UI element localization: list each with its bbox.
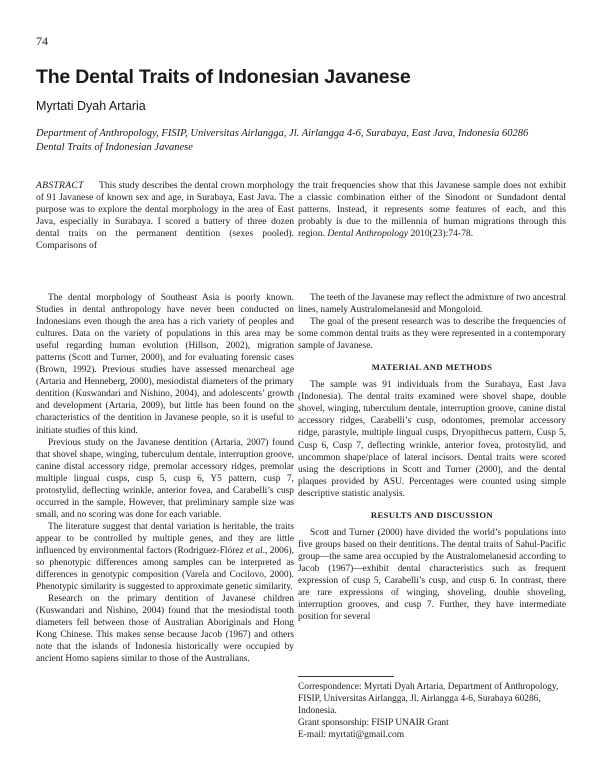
paragraph: The goal of the present research was to describe the frequencies of some common dental traits as they were represented in a contemporary sample of Javanese. [298, 317, 566, 352]
section-heading-methods: MATERIAL AND METHODS [371, 362, 493, 373]
abstract-text-right: the trait frequencies show that this Javanese sample does not exhibit a classic combination either of the Sinodont or Sundadont dental patterns. Instead, it represents some features of each, and this probably is due to the millennia of human migrations through this region. [298, 180, 566, 240]
abstract-right [298, 180, 566, 240]
correspondence-footnote [298, 681, 566, 741]
article-title: The Dental Traits of Indonesian Javanese [36, 66, 411, 88]
footnote-divider [298, 676, 394, 677]
paragraph: The sample was 91 individuals from the Surabaya, East Java (Indonesia). The dental traits examined were shovel shape, double shovel, winging, tuberculum dentale, interruption groove, canine distal accessory ridges, Carabelli’s cusp, odontomes, premolar accessory ridge, parastyle, multiple lingual cusps, Dryopithecus pattern, Cusp 5, Cusp 6, Cusp 7, deflecting wrinkle, anterior fovea, protostylid, and uncommon shape/place of lateral incisors. Dental traits were scored using the descriptions in Scott and Turner (2000), and the dental plaques provided by ASU. Percentages were counted using simple descriptive statistic analysis. [298, 380, 566, 499]
paragraph: The dental morphology of Southeast Asia is poorly known. Studies in dental anthropology have never been conducted on Indonesians even though the area has a rich variety of peoples and cultures. Data on the variety of populations in this area may be useful regarding human evolution (Hillson, 2002), migration patterns (Scott and Turner, 2000), and for evaluating forensic cases (Brown, 1992). Previous studies have assessed menarcheal age (Artaria and Henneberg, 2000), mesiodistal diameters of the primary dentition (Kuswandari and Nishino, 2004), and adolescents’ growth and development (Artaria, 2009), but little has been found on the characteristics of the dentition in Javanese people, so it is useful to initiate studies of this kind. [36, 293, 294, 436]
paragraph-part: ., 2006), so phenotypic differences among samples can be interpreted as differences in genotypic composition (Varela and Cocilovo, 2000). Phenotypic similarity is suggested to approximate genetic similarity. [36, 545, 295, 593]
body-right-column [298, 292, 566, 623]
paragraph [36, 521, 294, 593]
author-name: Myrtati Dyah Artaria [36, 99, 146, 113]
abstract-left [36, 180, 294, 253]
paragraph: Research on the primary dentition of Javanese children (Kuswandari and Nishino, 2004) found that the mesiodistal tooth diameters fell between those of Australian Aboriginals and Hong Kong Chinese. This makes sense because Jacob (1967) and others note that the islands of Indonesia historically were occupied by ancient Homo sapiens similar to those of the Australians. [36, 594, 294, 665]
body-left-column [36, 292, 294, 665]
paragraph-part: The literature suggest that dental variation is heritable, the traits appear to be controlled by multiple genes, and they are little influenced by environmental factors (Rodriguez-Flórez [36, 521, 294, 556]
running-title: Dental Traits of Indonesian Javanese [36, 142, 193, 153]
abstract-label: ABSTRACT [36, 180, 84, 191]
paragraph: The teeth of the Javanese may reflect the admixture of two ancestral lines, namely Australomelanesid and Mongoloid. [298, 293, 566, 316]
correspondence-address: Correspondence: Myrtati Dyah Artaria, Department of Anthropology, FISIP, Universitas Airlangga, Jl. Airlangga 4-6, Surabaya 60286, Indonesia. [298, 682, 559, 717]
affiliation: Department of Anthropology, FISIP, Universitas Airlangga, Jl. Airlangga 4-6, Surabaya, East Java, Indonesia 60286 [36, 128, 529, 139]
et-al: et al [246, 545, 263, 556]
paragraph: Scott and Turner (2000) have divided the world’s populations into five groups based on their dentitions. The dental traits of Sahul-Pacific group—the same area occupied by the Australomelanesid according to Jacob (1967)—exhibit dental characteristics such as frequent expression of cusp 5, Carabelli’s cusp, and cusp 6. In contrast, there are rare expressions of winging, shoveling, double shoveling, interruption grooves, and cusp 7. Further, they have intermediate position for several [298, 527, 566, 623]
citation-details: 2010(23):74-78. [410, 228, 474, 240]
grant-sponsorship: Grant sponsorship: FISIP UNAIR Grant [298, 718, 449, 729]
affiliation-block [36, 127, 566, 155]
abstract-text-left: This study describes the dental crown morphology of 91 Javanese of known sex and age, in Surabaya, East Java. The purpose was to explore the dental morphology in the area of East Java, especially in Surabaya. I scored a battery of three dozen dental traits on the permanent dentition (sexes pooled). Comparisons of [36, 180, 294, 252]
paragraph: Previous study on the Javanese dentition (Artaria, 2007) found that shovel shape, winging, tuberculum dentale, interruption groove, canine distal accessory ridge, premolar accessory ridges, premolar multiple lingual cusps, cusp 5, cusp 6, Y5 pattern, cusp 7, protostylid, deflecting wrinkle, anterior fovea, and Carabelli’s cusp occurred in the sample. However, that preliminary sample size was small, and no scoring was done for each variable. [36, 437, 294, 520]
section-heading-results: RESULTS AND DISCUSSION [370, 509, 494, 520]
page-number: 74 [36, 34, 48, 48]
email: E-mail: myrtati@gmail.com [298, 730, 405, 741]
citation-journal: Dental Anthropology [327, 228, 409, 240]
